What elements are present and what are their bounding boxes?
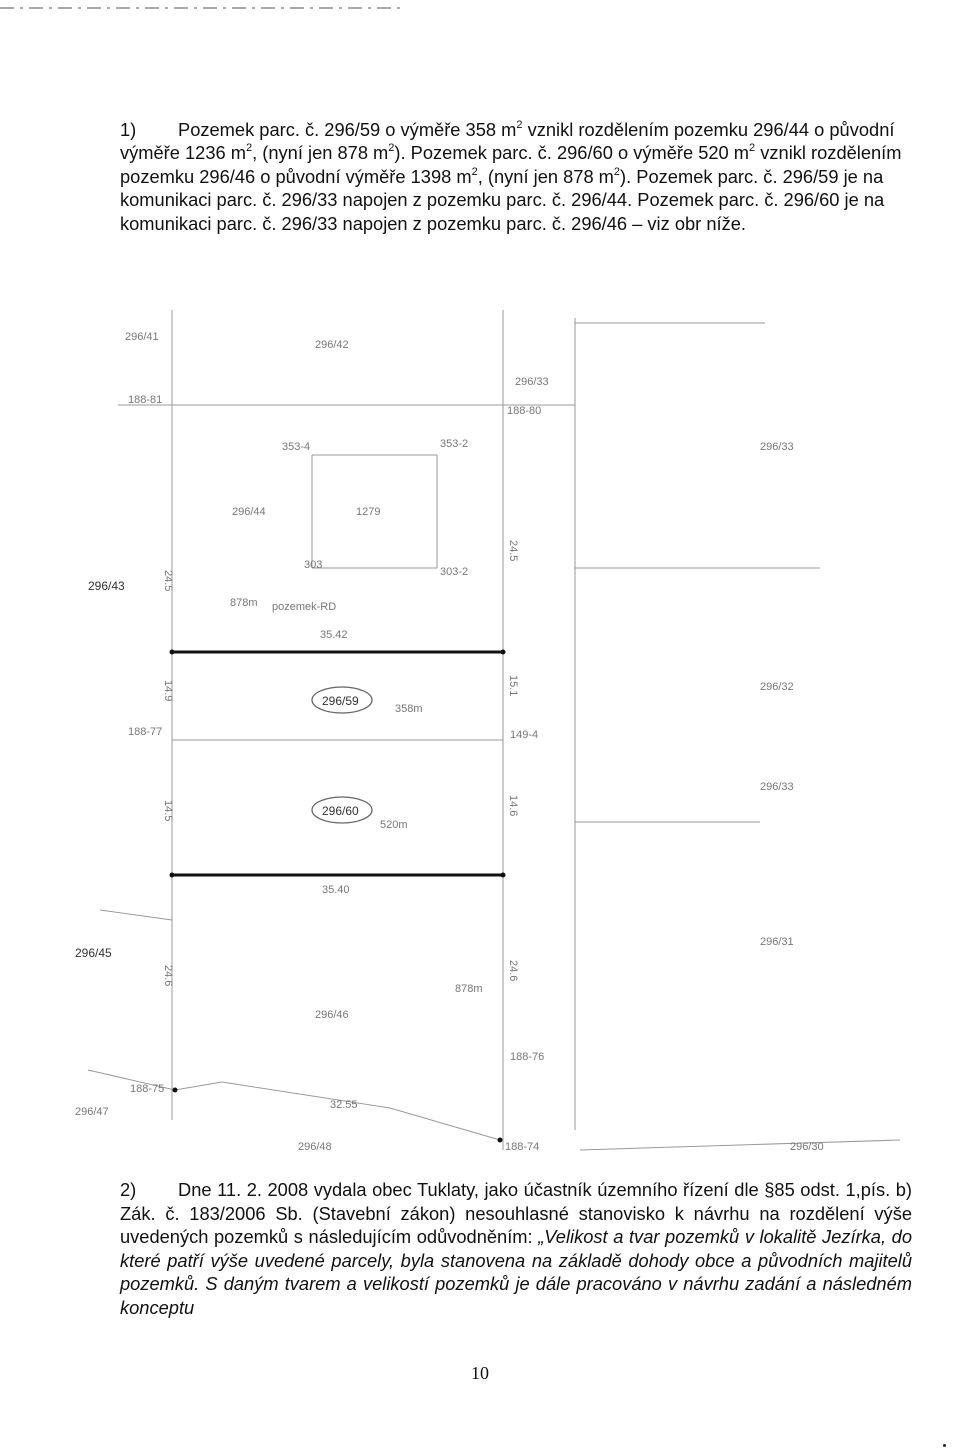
map-label: 14.9 [162,680,174,702]
map-label: 296/33 [515,376,549,388]
map-label: 15.1 [507,675,519,697]
map-label: 296/46 [315,1009,349,1021]
map-label: 188-75 [130,1083,165,1095]
map-label: 32.55 [330,1099,358,1111]
map-label: 14.5 [162,800,174,822]
map-label: 296/31 [760,936,794,948]
map-label: 296/33 [760,781,794,793]
map-label: 24.6 [162,965,174,987]
map-label: 878m [455,983,483,995]
map-label: 878m [230,597,258,609]
map-label: 296/32 [760,681,794,693]
map-label: 296/45 [75,946,112,960]
map-label: 35.42 [320,629,348,641]
map-label: 358m [395,703,423,715]
map-label: 296/59 [322,694,359,708]
map-label: 24.5 [507,540,519,562]
map-label: 35.40 [322,884,350,896]
paragraph-2-number: 2) [120,1179,137,1200]
map-label: 353-4 [282,441,311,453]
map-label: 296/48 [298,1141,332,1153]
map-label: 296/43 [88,579,125,593]
paragraph-1: 1) Pozemek parc. č. 296/59 o výměře 358 $m^2$ vznikl rozdělením pozemku 296/44 o původní výměře 1236 $m^2$, (nyní jen 878 $m^2$). Pozemek parc. č. 296/60 o výměře 520 $m^2$ vznikl rozdělením pozemku 296/46 o původní výměře 1398 $m^2$, (nyní jen 878 $m^2$). Pozemek parc. č. 296/59 je na komunikaci parc. č. 296/33 napojen z pozemku parc. č. 296/44. Pozemek parc. č. 296/60 je na komunikaci parc. č. 296/33 napojen z pozemku parc. č. 296/46 – viz obr níže. [120,118,902,234]
map-label: 296/47 [75,1106,109,1118]
map-label: 296/33 [760,441,794,453]
map-label: 14.6 [507,795,519,817]
stray-dot [943,1444,946,1447]
paragraph-2: 2) Dne 11. 2. 2008 vydala obec Tuklaty, jako účastník územního řízení dle §85 odst. 1,pís. b) Zák. č. 183/2006 Sb. (Stavební zákon) nesouhlasné stanovisko k návrhu na rozdělení výše uvedených pozemků s následujícím odůvodněním: „Velikost a tvar pozemků v lokalitě Jezírka, do které patří výše uvedené parcely, byla stanovena na základě dohody obce a původních majitelů pozemků. S daným tvarem a velikostí pozemků je dále pracováno v návrhu zadání a následném konceptu [120,1179,912,1318]
cadastral-map [0,300,960,1170]
map-label: 188-80 [507,405,542,417]
map-label: 520m [380,819,408,831]
map-label: 188-76 [510,1051,545,1063]
map-label: pozemek-RD [272,601,337,613]
map-label: 24.5 [162,570,174,592]
map-label: 296/60 [322,804,359,818]
top-rule [0,6,960,10]
paragraph-1-number: 1) [120,119,137,140]
map-label: 296/30 [790,1141,824,1153]
map-label: 149-4 [510,729,539,741]
quoted-justification: „Velikost a tvar pozemků v lokalitě Jezírka, do které patří výše uvedené parcely, byla stanovena na základě dohody obce a původních majitelů pozemků. S daným tvarem a velikostí pozemků je dále pracováno v návrhu zadání a následném konceptu [120,1226,912,1318]
map-label: 353-2 [440,438,469,450]
map-label: 24.6 [507,960,519,982]
map-label: 188-77 [128,726,163,738]
map-label: 188-81 [128,394,163,406]
map-label: 303 [304,559,323,571]
map-label: 296/41 [125,331,159,343]
map-label: 296/42 [315,339,349,351]
page-number: 10 [471,1363,489,1383]
map-label: 303-2 [440,566,469,578]
map-label: 1279 [356,506,381,518]
map-label: 296/44 [232,506,266,518]
map-label: 188-74 [505,1141,540,1153]
